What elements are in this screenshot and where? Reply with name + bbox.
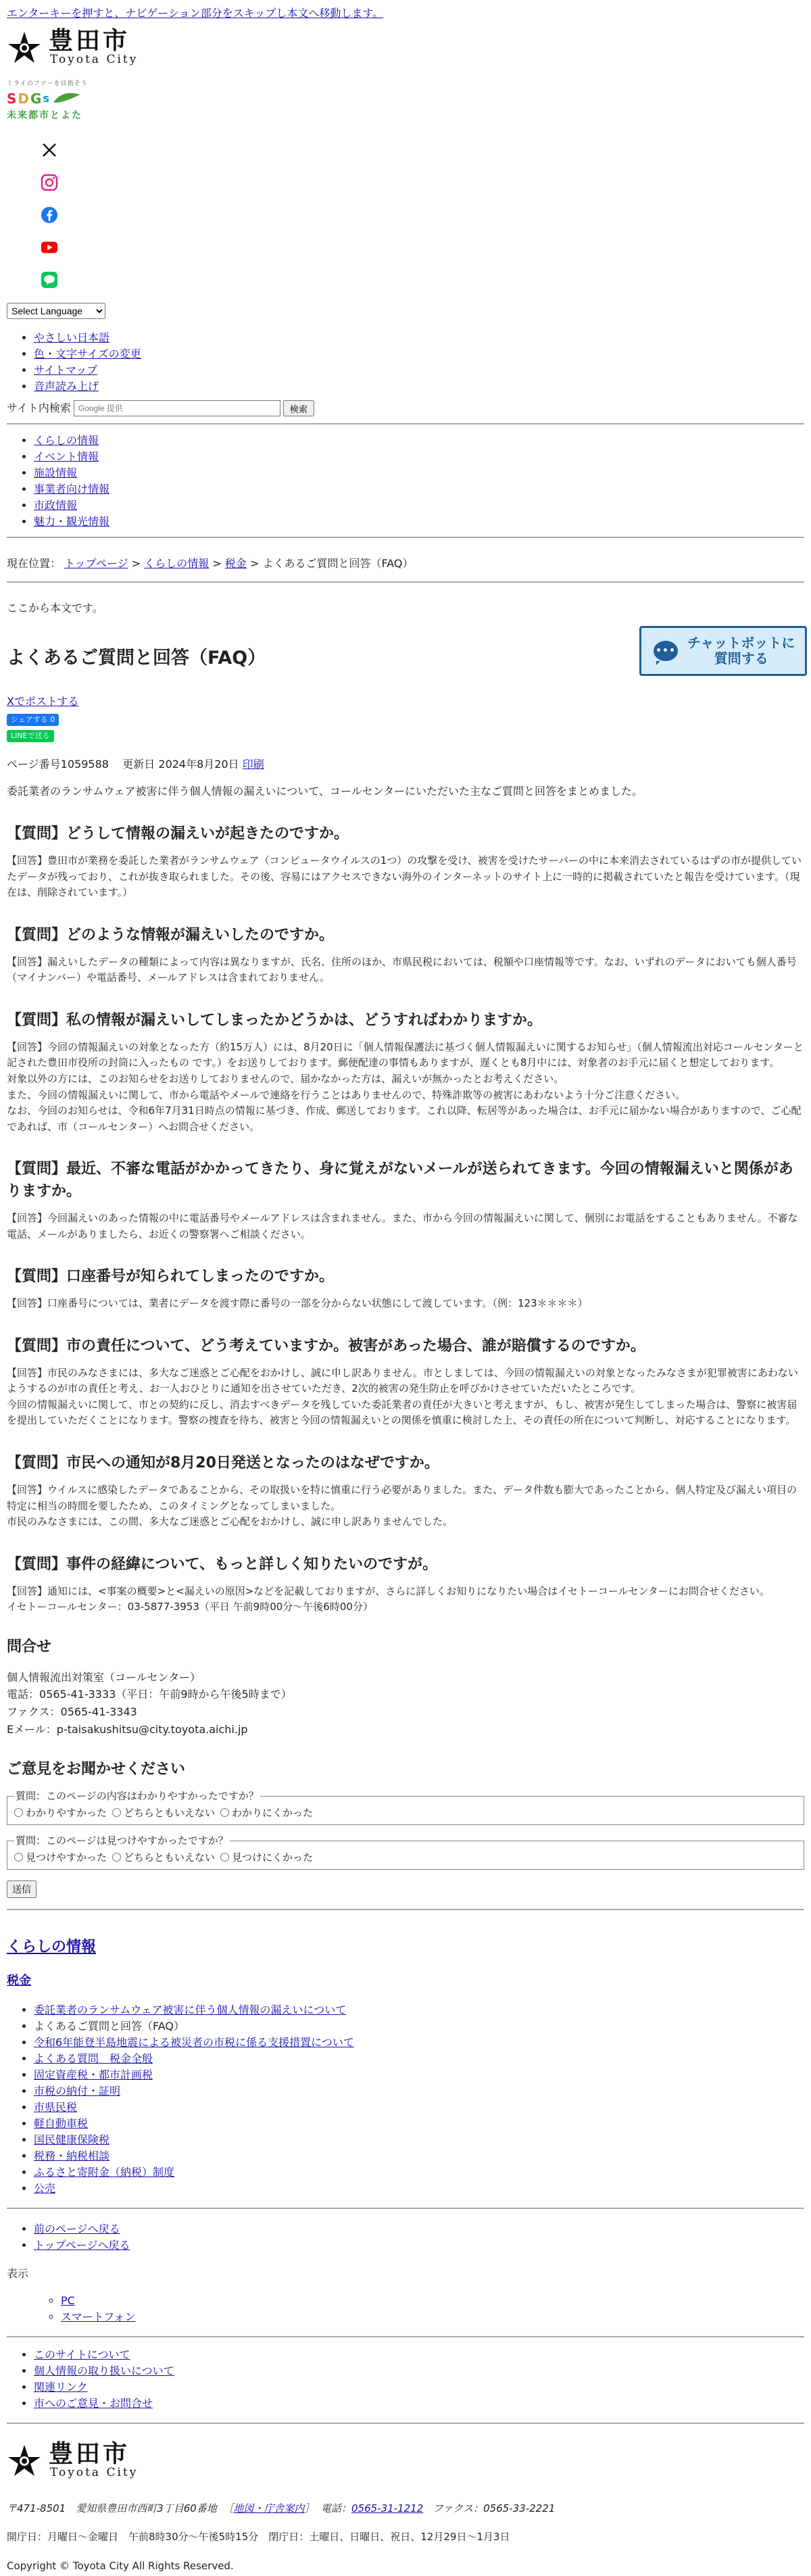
- side-link[interactable]: 公売: [34, 2182, 56, 2195]
- side-link[interactable]: 税務・納税相談: [34, 2149, 110, 2163]
- instagram-icon[interactable]: [41, 174, 58, 191]
- accessibility-tools: [7, 330, 804, 395]
- side-category-link[interactable]: くらしの情報: [7, 1939, 97, 1956]
- intro-text: 委託業者のランサムウェア被害に伴う個人情報の漏えいについて、コールセンターにいただいた主なご質問と回答をまとめました。: [7, 785, 643, 798]
- display-pc-link[interactable]: PC: [61, 2294, 75, 2308]
- list-item: [34, 2035, 804, 2051]
- sdgs-banner[interactable]: [7, 80, 101, 124]
- address-text: 〒471-8501 愛知県豊田市西町3丁目60番地: [7, 2502, 217, 2514]
- list-item: [61, 2309, 804, 2325]
- facebook-share-button[interactable]: シェアする 0: [7, 714, 59, 726]
- feedback-q1: [7, 1789, 804, 1825]
- language-select[interactable]: [7, 303, 105, 319]
- gnav-business-link[interactable]: 事業者向け情報: [34, 483, 110, 496]
- contact-line: 電話：0565-41-3333（平日：午前9時から午後5時まで）: [7, 1688, 292, 1701]
- page-meta: [7, 756, 804, 773]
- city-address: 〒471-8501 愛知県豊田市西町3丁目60番地 ［地図・庁舎案内］ 電話：0565-31-1212 ファクス：0565-33-2221: [7, 2502, 556, 2514]
- color-font-size-link[interactable]: 色・文字サイズの変更: [34, 347, 141, 361]
- tool-read-aloud: [34, 379, 804, 395]
- tel-link[interactable]: 0565-31-1212: [351, 2502, 424, 2514]
- faq-answer: 【回答】豊田市が業務を委託した業者がランサムウェア（コンピュータウイルスの1つ）の攻撃を受け、被害を受けたサーバーの中に本来消去されているはずの市が提供していたデータが残っており、これが抜き取られました。その後、容易にはアクセスできない海外のインターネットのサイト上に一時的に掲載されていたと報告を受けています。（現在は、削除されています。）: [7, 854, 802, 899]
- feedback-q2: [7, 1833, 804, 1870]
- faq-answer: 対象以外の方には、このお知らせをお送りしておりませんので、届かなかった方は、漏えいが無かったとお考えください。: [7, 1072, 564, 1085]
- updated-date: 更新日 2024年8月20日: [122, 758, 239, 771]
- footer-logo-english-name: Toyota City: [50, 2465, 139, 2479]
- search-input[interactable]: [74, 400, 280, 416]
- side-navigation: [7, 1936, 804, 2197]
- title-row: [7, 626, 804, 687]
- gnav-events-link[interactable]: イベント情報: [34, 450, 99, 464]
- list-item: [34, 2379, 804, 2396]
- side-link[interactable]: 令和6年能登半島地震による被災者の市税に係る支援措置について: [34, 2036, 354, 2049]
- faq-answer: 市民のみなさまには、この間、多大なご迷惑とご心配をおかけし、誠に申し訳ありませんでした。: [7, 1515, 453, 1528]
- faq-question: 【質問】口座番号が知られてしまったのですか。: [7, 1268, 335, 1286]
- contact-line: ファクス：0565-41-3343: [7, 1705, 137, 1718]
- logo-english-name: Toyota City: [50, 52, 139, 66]
- x-post-link[interactable]: Xでポストする: [7, 695, 79, 708]
- tel-label: 電話：: [320, 2502, 351, 2514]
- social-item-line: [41, 264, 804, 296]
- footer-links: [7, 2347, 804, 2412]
- gnav-item-facilities: [34, 465, 804, 481]
- breadcrumb: [7, 556, 804, 572]
- footer-logo: [7, 2441, 804, 2479]
- radio-option[interactable]: 見つけやすかった: [14, 1850, 107, 1866]
- social-item-youtube: [41, 231, 804, 264]
- list-item: [34, 2002, 804, 2018]
- side-link[interactable]: ふるさと寄附金（納税）制度: [34, 2166, 175, 2179]
- side-link[interactable]: 市県民税: [34, 2101, 78, 2114]
- contact-line: Eメール：p-taisakushitsu@city.toyota.aichi.jp: [7, 1722, 248, 1736]
- social-item-instagram: [41, 166, 804, 199]
- faq-answer: また、今回の情報漏えいに関して、市から電話やメールで連絡を行うことはありませんので、特殊詐欺等の被害にあわないよう十分ご注意ください。: [7, 1088, 686, 1101]
- list-item: [34, 2237, 804, 2254]
- read-aloud-link[interactable]: 音声読み上げ: [34, 380, 99, 393]
- list-item: [34, 2067, 804, 2083]
- gnav-living-link[interactable]: くらしの情報: [34, 434, 99, 447]
- divider: [7, 2208, 804, 2209]
- tool-easy-japanese: [34, 330, 804, 346]
- display-smartphone-link[interactable]: スマートフォン: [61, 2310, 136, 2324]
- gnav-facilities-link[interactable]: 施設情報: [34, 466, 78, 480]
- breadcrumb-separator: >: [212, 557, 222, 570]
- chatbot-label: チャットボットに 質問する: [687, 635, 795, 667]
- side-current-item: よくあるご質問と回答（FAQ）: [34, 2020, 185, 2033]
- feedback-q2-legend: 質問：このページは見つけやすかったですか？: [16, 1834, 228, 1847]
- feedback-heading: ご意見をお聞かせください: [7, 1761, 186, 1778]
- display-mode-list: [7, 2293, 804, 2325]
- faq-question: 【質問】どうして情報の漏えいが起きたのですか。: [7, 825, 349, 843]
- faq-question: 【質問】事件の経緯について、もっと詳しく知りたいのですが。: [7, 1555, 438, 1573]
- side-link[interactable]: 委託業者のランサムウェア被害に伴う個人情報の漏えいについて: [34, 2003, 347, 2017]
- tool-sitemap: [34, 362, 804, 379]
- faq-list: [7, 823, 804, 1615]
- easy-japanese-link[interactable]: やさしい日本語: [34, 331, 110, 345]
- faq-answer: 【回答】通知には、<事案の概要>と<漏えいの原因>などを記載しておりますが、さらに詳しくお知りになりたい場合はイセトーコールセンターにお問合せください。: [7, 1584, 770, 1597]
- site-logo[interactable]: [7, 28, 804, 66]
- social-links: [7, 134, 804, 296]
- chatbot-button[interactable]: [639, 626, 807, 676]
- feedback-submit-button[interactable]: 送信: [7, 1880, 36, 1898]
- x-icon[interactable]: [41, 141, 58, 159]
- print-link[interactable]: 印刷: [242, 758, 264, 771]
- radio-option[interactable]: どちらともいえない: [112, 1850, 215, 1866]
- list-item: [34, 2221, 804, 2237]
- faq-question: 【質問】私の情報が漏えいしてしまったかどうかは、どうすればわかりますか。: [7, 1011, 543, 1029]
- gnav-item-events: [34, 449, 804, 465]
- list-item: [34, 2181, 804, 2197]
- side-list: [7, 2002, 804, 2197]
- fax-text: ファクス：0565-33-2221: [433, 2502, 556, 2514]
- social-item-x: [41, 134, 804, 166]
- sdgs-future-city-label: 未来都市とよた: [7, 110, 82, 122]
- breadcrumb-living-link[interactable]: くらしの情報: [144, 557, 210, 570]
- list-item: [34, 2018, 804, 2035]
- page-title: よくあるご質問と回答（FAQ）: [7, 648, 266, 669]
- breadcrumb-top-link[interactable]: トップページ: [64, 557, 128, 570]
- faq-question: 【質問】市民への通知が8月20日発送となったのはなぜですか。: [7, 1454, 439, 1472]
- chat-bubble-icon: •••: [654, 641, 678, 661]
- list-item: [34, 2164, 804, 2181]
- privacy-link[interactable]: 個人情報の取り扱いについて: [34, 2364, 174, 2378]
- breadcrumb-tax-link[interactable]: 税金: [224, 557, 247, 570]
- top-page-link[interactable]: トップページへ戻る: [34, 2239, 130, 2252]
- side-link[interactable]: 市税の納付・証明: [34, 2085, 121, 2098]
- list-item: [34, 2132, 804, 2148]
- content-start-notice: ここから本文です。: [7, 602, 103, 615]
- divider: [7, 2336, 804, 2337]
- related-links-link[interactable]: 関連リンク: [34, 2381, 88, 2394]
- breadcrumb-current: よくあるご質問と回答（FAQ）: [262, 557, 414, 570]
- faq-answer: 【回答】漏えいしたデータの種類によって内容は異なりますが、氏名、住所のほか、市県民税においては、税額や口座情報等です。なお、いずれのデータにおいても個人番号（マイナンバー）や電話番号、メールアドレスは含まれておりません。: [7, 955, 797, 984]
- divider: [7, 1909, 804, 1910]
- page-number: ページ番号1059588: [7, 758, 109, 771]
- map-link[interactable]: 地図・庁舎案内: [233, 2502, 305, 2514]
- faq-answer: 【回答】市民のみなさまには、多大なご迷惑とご心配をおかけし、誠に申し訳ありません。市としましては、今回の情報漏えいの対象となったみなさまが犯罪被害にあわないようするのが市の責任と考え、お一人おひとりに通知を出させていただき、2次的被害の発生防止を呼びかけさせていただいたところです。: [7, 1366, 798, 1395]
- faq-question: 【質問】市の責任について、どう考えていますか。被害があった場合、誰が賠償するのですか。: [7, 1337, 645, 1355]
- office-hours: 開庁日：月曜日～金曜日 午前8時30分～午後5時15分 閉庁日：土曜日、日曜日、祝日、12月29日～1月3日: [7, 2531, 510, 2544]
- gnav-city-admin-link[interactable]: 市政情報: [34, 499, 78, 512]
- radio-option[interactable]: どちらともいえない: [112, 1805, 215, 1821]
- gnav-item-business: [34, 481, 804, 497]
- faq-answer: 今回の情報漏えいに関して、市との契約に反し、消去すべきデータを残していた委託業者の責任が大きいと考えますが、もし、被害が発生してしまった場合は、警察に被害届を提出していただくことになります。警察の捜査を待ち、被害と今回の情報漏えいとの関係を慎重に検討した上、その責任の所在について判断し、対応することになります。: [7, 1398, 797, 1427]
- tool-color-font-size: [34, 346, 804, 362]
- copyright: Copyright © Toyota City All Rights Reserved.: [7, 2559, 234, 2572]
- footer-logo-japanese-name: 豊田市: [49, 2439, 130, 2469]
- search-label: サイト内検索: [7, 402, 71, 415]
- youtube-icon[interactable]: [41, 239, 58, 256]
- faq-question: 【質問】どのような情報が漏えいしたのですか。: [7, 926, 335, 944]
- list-item: [34, 2347, 804, 2363]
- feedback-q1-legend: 質問：このページの内容はわかりやすかったですか？: [16, 1790, 259, 1803]
- contact-section: [7, 1636, 804, 1738]
- divider: [7, 423, 804, 424]
- list-item: [34, 2396, 804, 2412]
- radio-option[interactable]: 見つけにくかった: [220, 1850, 313, 1866]
- divider: [7, 581, 804, 583]
- leaf-icon: [51, 92, 82, 105]
- back-links: [7, 2221, 804, 2254]
- about-site-link[interactable]: このサイトについて: [34, 2348, 130, 2362]
- radio-option[interactable]: わかりにくかった: [220, 1805, 313, 1821]
- contact-heading: 問合せ: [7, 1638, 52, 1655]
- toyota-city-emblem-icon: [7, 2444, 42, 2477]
- faq-answer: 【回答】今回漏えいのあった情報の中に電話番号やメールアドレスは含まれません。また、市から今回の情報漏えいに関して、個別にお電話をすることもありません。不審な電話、メールがありましたら、お近くの警察署へご相談ください。: [7, 1212, 798, 1240]
- logo-japanese-name: 豊田市: [49, 26, 130, 55]
- list-item: [34, 2083, 804, 2099]
- facebook-icon[interactable]: [41, 206, 58, 224]
- gnav-item-living: [34, 433, 804, 449]
- line-icon[interactable]: [41, 271, 58, 289]
- faq-answer: 【回答】口座番号については、業者にデータを渡す際に番号の一部を分からない状態にして渡しています。（例：123＊＊＊＊）: [7, 1297, 588, 1310]
- sitemap-link[interactable]: サイトマップ: [34, 364, 98, 377]
- faq-answer: 【回答】今回の情報漏えいの対象となった方（約15万人）には、8月20日に「個人情報保護法に基づく個人情報漏えいに関するお知らせ」（個人情報流出対応コールセンターと記された豊田市役所の封筒に入ったもの です。）をお送りしております。郵便配達の事情もありますが、遅くとも8月中には、対象者のお手元に届くと想定しております。: [7, 1040, 804, 1069]
- display-label: 表示: [7, 2267, 29, 2281]
- side-link[interactable]: 軽自動車税: [34, 2117, 89, 2131]
- list-item: [34, 2148, 804, 2164]
- faq-question: 【質問】最近、不審な電話がかかってきたり、身に覚えがないメールが送られてきます。今回の情報漏えいと関係がありますか。: [7, 1161, 793, 1200]
- feedback-section: [7, 1758, 804, 1898]
- global-navigation: [7, 433, 804, 530]
- toyota-city-emblem-icon: [7, 30, 42, 64]
- social-item-facebook: [41, 199, 804, 231]
- list-item: [34, 2051, 804, 2067]
- radio-option[interactable]: わかりやすかった: [14, 1805, 107, 1821]
- sdgs-tagline: ミライのフツーを目指そう: [7, 80, 88, 87]
- gnav-tourism-link[interactable]: 魅力・観光情報: [34, 515, 110, 529]
- faq-answer: イセトーコールセンター：03-5877-3953（平日 午前9時00分～午後6時00分）: [7, 1601, 373, 1613]
- breadcrumb-prefix: 現在位置：: [7, 557, 62, 570]
- breadcrumb-separator: >: [131, 557, 141, 570]
- previous-page-link[interactable]: 前のページへ戻る: [34, 2222, 120, 2236]
- divider: [7, 537, 804, 538]
- list-item: [34, 2099, 804, 2116]
- site-search: [7, 400, 804, 416]
- list-item: [34, 2363, 804, 2379]
- search-button[interactable]: 検索: [283, 400, 314, 416]
- faq-answer: なお、今回のお知らせは、令和6年7月31日時点の情報に基づき、作成、郵送しております。これ以降、転居等があった場合は、お手元に届かない場合がありますので、ご心配であれば、市（コールセンター）へお問合せください。: [7, 1104, 802, 1133]
- sdgs-logo: S D G s: [7, 89, 101, 109]
- contact-city-link[interactable]: 市へのご意見・お問合せ: [34, 2397, 153, 2410]
- faq-answer: 【回答】ウイルスに感染したデータであることから、その取扱いを特に慎重に行う必要がありました。また、データ件数も膨大であったことから、個人特定及び漏えい項目の特定に相当の時間を要したため、このタイミングとなってしまいました。: [7, 1483, 797, 1512]
- divider: [7, 2423, 804, 2424]
- side-subcategory-link[interactable]: 税金: [7, 1974, 31, 1989]
- breadcrumb-separator: >: [249, 557, 260, 570]
- gnav-item-tourism: [34, 514, 804, 530]
- gnav-item-city-admin: [34, 497, 804, 514]
- side-link[interactable]: 国民健康保険税: [34, 2133, 110, 2147]
- side-link[interactable]: よくある質問 税金全般: [34, 2052, 153, 2066]
- contact-line: 個人情報流出対策室（コールセンター）: [7, 1670, 201, 1684]
- list-item: [34, 2116, 804, 2132]
- skip-navigation-link[interactable]: エンターキーを押すと、ナビゲーション部分をスキップし本文へ移動します。: [7, 7, 384, 20]
- list-item: [61, 2293, 804, 2309]
- line-share-button[interactable]: LINEで送る: [7, 730, 54, 742]
- side-link[interactable]: 固定資産税・都市計画税: [34, 2068, 153, 2082]
